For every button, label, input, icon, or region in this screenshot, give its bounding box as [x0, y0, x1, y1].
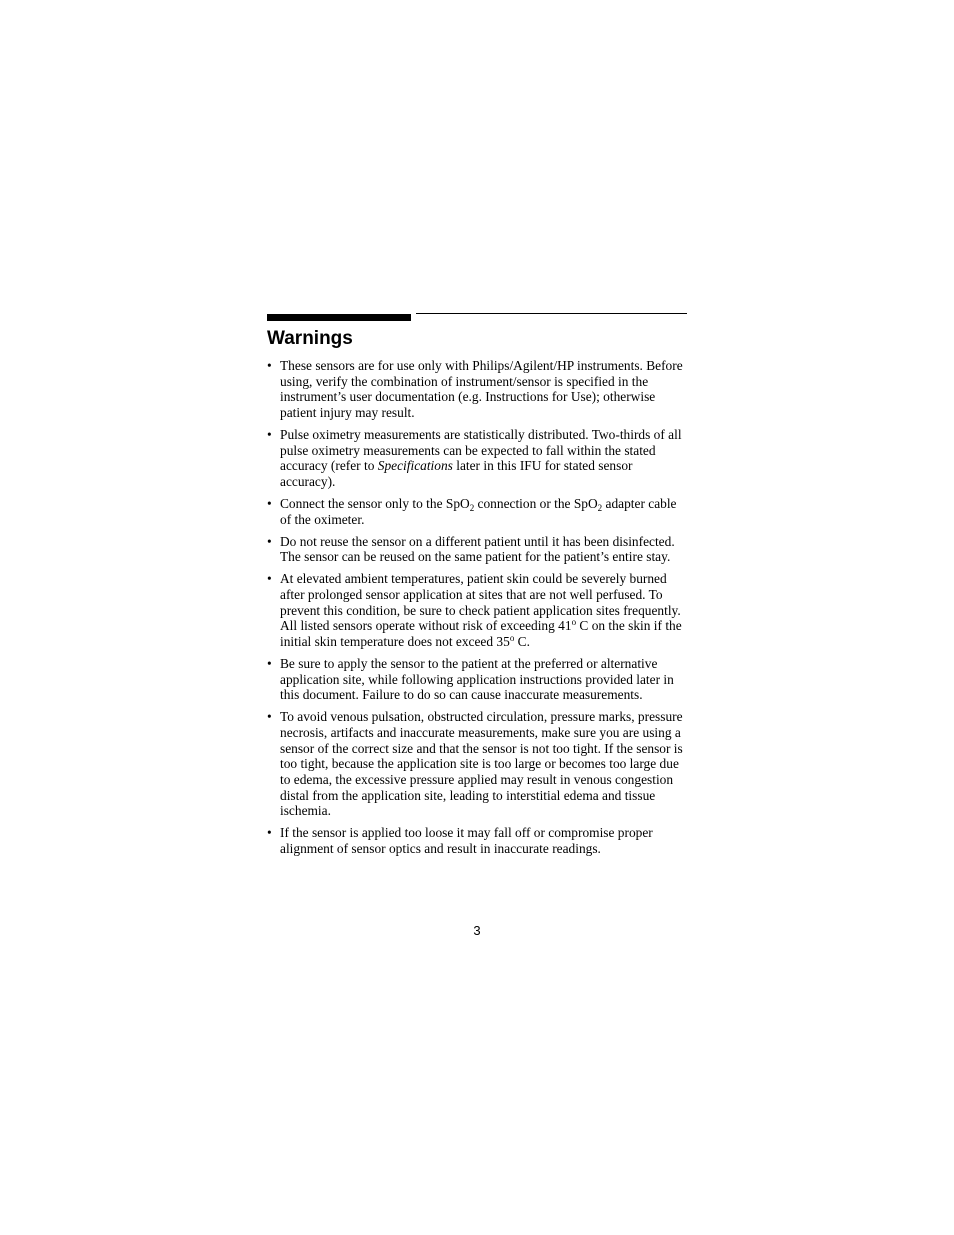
- subscript: 2: [469, 503, 475, 513]
- warning-text: later in this IFU for stated sensor accuracy).: [280, 458, 633, 490]
- superscript: o: [571, 617, 577, 628]
- warning-text: If the sensor is applied too loose it may fall off or compromise proper alignment of sensor optics and result in inaccurate readings.: [280, 825, 653, 856]
- bullet: •: [267, 655, 272, 671]
- warning-text: Do not reuse the sensor on a different patient until it has been disinfected. The sensor can be reused on the same patient for the patient’s entire stay.: [280, 533, 675, 565]
- warnings-list: [267, 358, 687, 863]
- superscript: o: [509, 633, 515, 643]
- warning-item: [267, 571, 687, 650]
- warning-text: Be sure to apply the sensor to the patient at the preferred or alternative application site, while following application instructions provided later in this document. Failure to do so can cause inaccurate measurements.: [280, 655, 674, 703]
- warning-item: [267, 358, 687, 421]
- bullet: •: [267, 427, 272, 442]
- warning-text: Connect the sensor only to the SpO: [280, 496, 470, 511]
- section-rule-thick: [267, 314, 411, 321]
- warning-item: [267, 534, 687, 565]
- bullet: •: [267, 358, 272, 373]
- bullet: •: [267, 825, 272, 841]
- subscript: 2: [597, 503, 603, 513]
- bullet: •: [267, 533, 272, 549]
- warning-item: [267, 496, 687, 527]
- bullet: •: [267, 496, 272, 511]
- warning-text: At elevated ambient temperatures, patient skin could be severely burned after prolonged sensor application at sites that are not well perfused. To prevent this condition, be sure to check patient application sites frequently. All listed sensors operate without risk of exceeding 41: [280, 571, 681, 634]
- warning-text: These sensors are for use only with Philips/Agilent/HP instruments. Before using, verify the combination of instrument/sensor is specified in the instrument’s user documentation (e.g. Instructions for Use); otherwise patient injury may result.: [280, 358, 683, 421]
- section-rule-thin: [416, 313, 687, 314]
- warning-item: [267, 427, 687, 490]
- warning-item: [267, 825, 687, 856]
- warning-text: C.: [514, 634, 530, 649]
- bullet: •: [267, 709, 272, 725]
- warning-item: [267, 656, 687, 703]
- section-heading: Warnings: [267, 328, 353, 349]
- warning-item: [267, 709, 687, 819]
- warning-text: C on the skin if the initial skin temperature does not exceed 35: [280, 618, 682, 649]
- bullet: •: [267, 571, 272, 587]
- warning-text: adapter cable of the oximeter.: [280, 496, 677, 527]
- warning-text: To avoid venous pulsation, obstructed circulation, pressure marks, pressure necrosis, artifacts and inaccurate measurements, make sure you are using a sensor of the correct size and that the sensor is not too tight. If the sensor is too tight, because the application site is too large or becomes too large due to edema, the excessive pressure applied may result in venous congestion distal from the application site, leading to interstitial edema and tissue ischemia.: [280, 709, 683, 819]
- page-number: 3: [473, 923, 481, 938]
- warning-text: connection or the SpO: [474, 496, 598, 511]
- warning-text: Pulse oximetry measurements are statistically distributed. Two-thirds of all pulse oximetry measurements can be expected to fall within the stated accuracy (refer to: [280, 427, 682, 474]
- emphasis-text: Specifications: [377, 458, 453, 474]
